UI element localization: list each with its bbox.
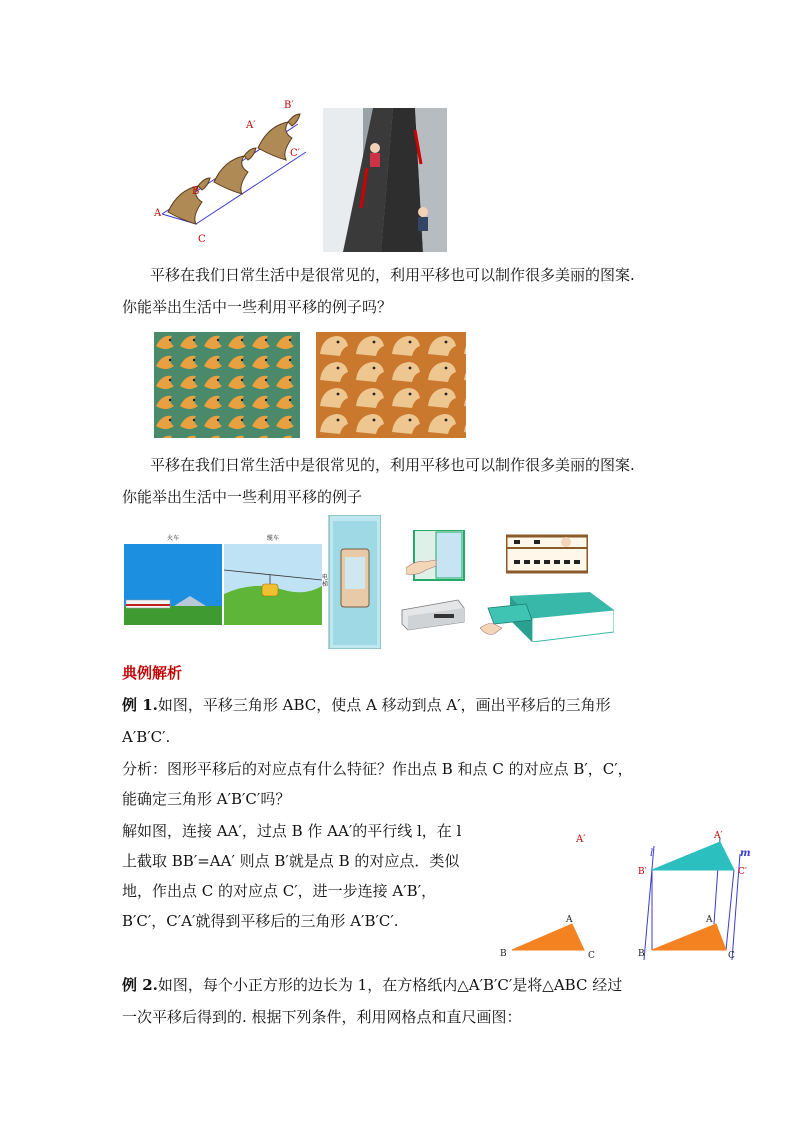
triangle-abc (512, 924, 584, 950)
tape-drive-picture (398, 598, 466, 632)
solution-line-1: 解如图，连接 AA′，过点 B 作 AA′的平行线 l，在 l (122, 822, 462, 840)
elevator-caption: 电梯 (322, 574, 329, 588)
elevator-picture (323, 515, 381, 649)
solution-line-3: 地，作出点 C 的对应点 C′，进一步连接 A′B′， (122, 882, 437, 900)
tessellation-pattern-1 (154, 332, 300, 438)
example-2-line-2: 一次平移后得到的. 根据下列条件，利用网格点和直尺画图： (122, 1008, 522, 1026)
label-c: C (588, 951, 595, 961)
abacus-picture (506, 534, 588, 574)
example-2-line-1 (122, 976, 622, 994)
label-m: m (740, 848, 751, 859)
label-a-prime: A′ (576, 834, 586, 845)
paragraph-1-line-2: 你能举出生活中一些利用平移的例子吗？ (122, 298, 393, 316)
triangle-a-prime-b-prime-c-prime (652, 842, 734, 870)
label-c: C (198, 234, 206, 245)
triangle-abc (652, 924, 726, 950)
label-b-prime: B′ (638, 867, 647, 877)
label-c-prime: C′ (738, 867, 747, 877)
paragraph-2-line-2: 你能举出生活中一些利用平移的例子 (122, 488, 363, 506)
label-b: B (192, 186, 200, 197)
example-2-text: 如图，每个小正方形的边长为 1，在方格纸内△A′B′C′是将△ABC 经过 (157, 976, 623, 994)
solution-line-2: 上截取 BB′=AA′ 则点 B′就是点 B 的对应点．类似 (122, 852, 460, 870)
sliding-window-picture (406, 530, 466, 582)
train-picture (124, 535, 222, 625)
translated-triangle-figure (636, 826, 760, 966)
paragraph-2-line-1: 平移在我们日常生活中是很常见的，利用平移也可以制作很多美丽的图案. (150, 456, 635, 474)
analysis-line-2: 能确定三角形 A′B′C′吗？ (122, 790, 291, 808)
section-heading: 典例解析 (122, 664, 183, 682)
example-1-label: 例 1. (122, 696, 158, 714)
bird-translation-figure (148, 96, 316, 248)
label-l: l (650, 848, 654, 859)
analysis-line-1: 分析：图形平移后的对应点有什么特征？作出点 B 和点 C 的对应点 B′，C′， (122, 760, 633, 778)
drawer-picture (480, 590, 614, 642)
cable-car-caption: 缆车 (266, 535, 279, 542)
label-a-prime: A′ (714, 831, 723, 841)
label-b: B (500, 949, 507, 959)
label-a-prime: A′ (246, 120, 256, 131)
label-a: A (566, 915, 573, 925)
paragraph-1-line-1: 平移在我们日常生活中是很常见的，利用平移也可以制作很多美丽的图案. (150, 266, 635, 284)
triangle-abc-figure (496, 826, 606, 966)
cable-car-picture (224, 535, 322, 625)
bird-shape (214, 148, 256, 194)
example-2-label: 例 2. (122, 976, 158, 994)
example-1-text: 如图，平移三角形 ABC，使点 A 移动到点 A′，画出平移后的三角形 (157, 696, 611, 714)
example-1-line-2: A′B′C′. (122, 728, 171, 746)
solution-line-4: B′C′，C′A′就得到平移后的三角形 A′B′C′. (122, 912, 399, 930)
label-c-prime: C′ (290, 148, 300, 159)
example-1-line-1 (122, 696, 611, 714)
tessellation-pattern-2 (316, 332, 466, 438)
label-b: B (638, 949, 645, 959)
label-a: A (154, 208, 162, 219)
escalator-photo (323, 108, 447, 252)
label-b-prime: B′ (284, 100, 294, 111)
train-caption: 火车 (166, 535, 179, 542)
label-c: C (728, 951, 735, 961)
label-a: A (706, 915, 713, 925)
